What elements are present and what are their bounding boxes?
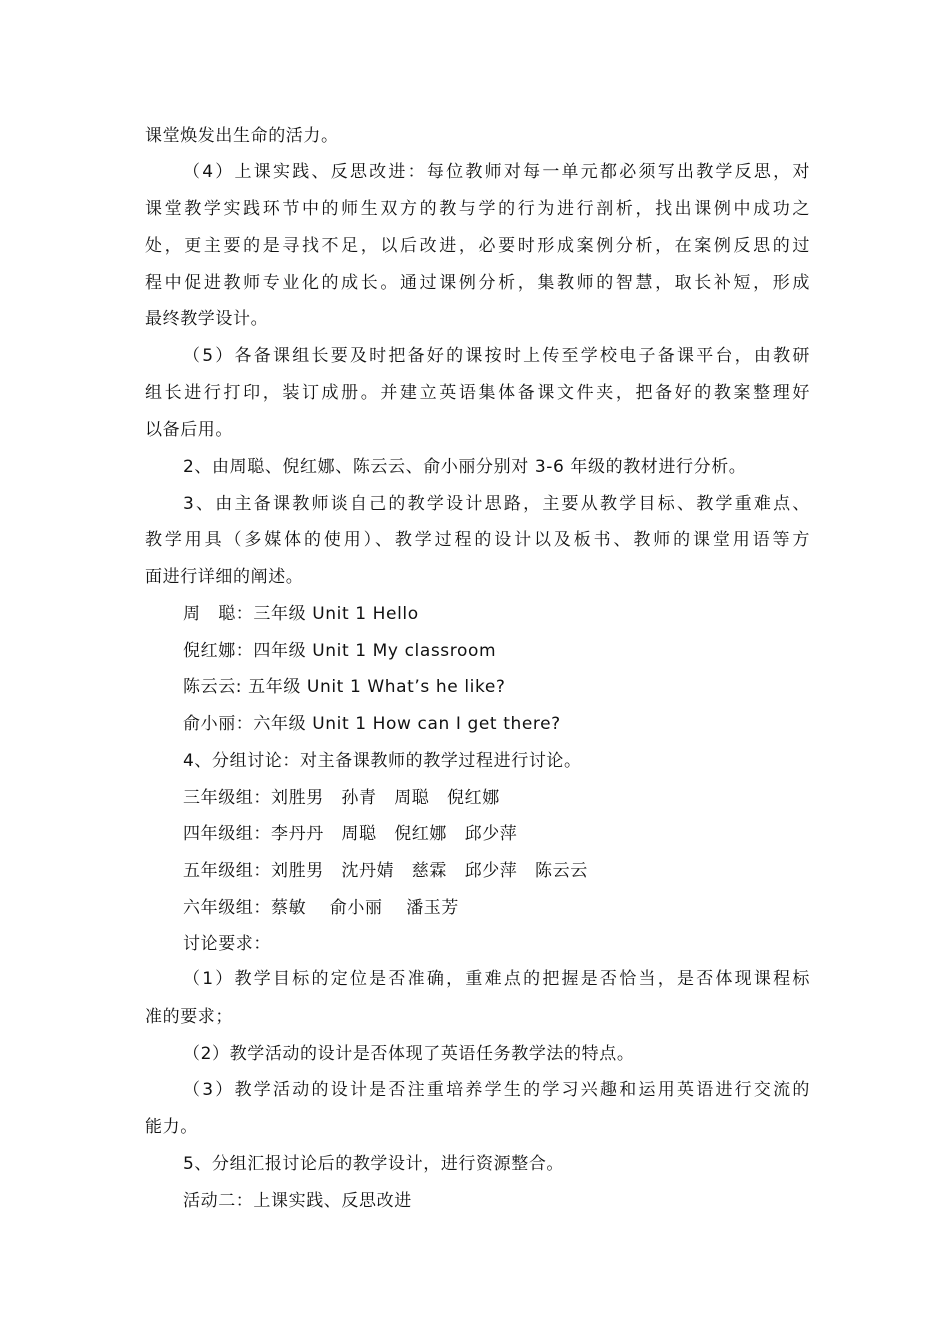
paragraph-line: 4、分组讨论：对主备课教师的教学过程进行讨论。: [183, 751, 582, 771]
paragraph-line: （2）教学活动的设计是否体现了英语任务教学法的特点。: [183, 1044, 635, 1064]
paragraph-line: 准的要求；: [145, 1007, 233, 1027]
paragraph-line: 俞小丽：六年级 Unit 1 How can I get there?: [183, 714, 561, 734]
paragraph-line: （1）教学目标的定位是否准确，重难点的把握是否恰当，是否体现课程标: [183, 969, 810, 989]
paragraph-line: 5、分组汇报讨论后的教学设计，进行资源整合。: [183, 1154, 565, 1174]
paragraph-line: 周 聪：三年级 Unit 1 Hello: [183, 604, 419, 624]
paragraph-line: （4）上课实践、反思改进：每位教师对每一单元都必须写出教学反思，对: [183, 162, 810, 182]
paragraph-line: 四年级组：李丹丹 周聪 倪红娜 邱少萍: [183, 824, 518, 844]
paragraph-line: 组长进行打印，装订成册。并建立英语集体备课文件夹，把备好的教案整理好: [145, 383, 810, 403]
paragraph-line: 2、由周聪、倪红娜、陈云云、俞小丽分别对 3-6 年级的教材进行分析。: [183, 457, 747, 477]
paragraph-line: 能力。: [145, 1117, 198, 1137]
paragraph-line: 处，更主要的是寻找不足，以后改进，必要时形成案例分析，在案例反思的过: [145, 236, 810, 256]
paragraph-line: 课堂焕发出生命的活力。: [145, 126, 339, 146]
paragraph-line: 活动二：上课实践、反思改进: [183, 1191, 412, 1211]
paragraph-line: 以备后用。: [145, 420, 233, 440]
paragraph-line: 3、由主备课教师谈自己的教学设计思路，主要从教学目标、教学重难点、: [183, 494, 810, 514]
paragraph-line: 倪红娜：四年级 Unit 1 My classroom: [183, 641, 497, 661]
paragraph-line: 课堂教学实践环节中的师生双方的教与学的行为进行剖析，找出课例中成功之: [145, 199, 810, 219]
paragraph-line: 讨论要求：: [183, 934, 271, 954]
paragraph-line: （3）教学活动的设计是否注重培养学生的学习兴趣和运用英语进行交流的: [183, 1080, 810, 1100]
paragraph-line: 三年级组：刘胜男 孙青 周聪 倪红娜: [183, 788, 500, 808]
paragraph-line: 六年级组：蔡敏 俞小丽 潘玉芳: [183, 898, 460, 918]
paragraph-line: 教学用具（多媒体的使用）、教学过程的设计以及板书、教师的课堂用语等方: [145, 530, 810, 550]
paragraph-line: 程中促进教师专业化的成长。通过课例分析，集教师的智慧，取长补短，形成: [145, 273, 810, 293]
paragraph-line: 最终教学设计。: [145, 309, 269, 329]
paragraph-line: 陈云云: 五年级 Unit 1 What’s he like?: [183, 677, 506, 697]
paragraph-line: 面进行详细的阐述。: [145, 567, 304, 587]
paragraph-line: （5）各备课组长要及时把备好的课按时上传至学校电子备课平台，由教研: [183, 346, 810, 366]
paragraph-line: 五年级组：刘胜男 沈丹婧 慈霖 邱少萍 陈云云: [183, 861, 588, 881]
